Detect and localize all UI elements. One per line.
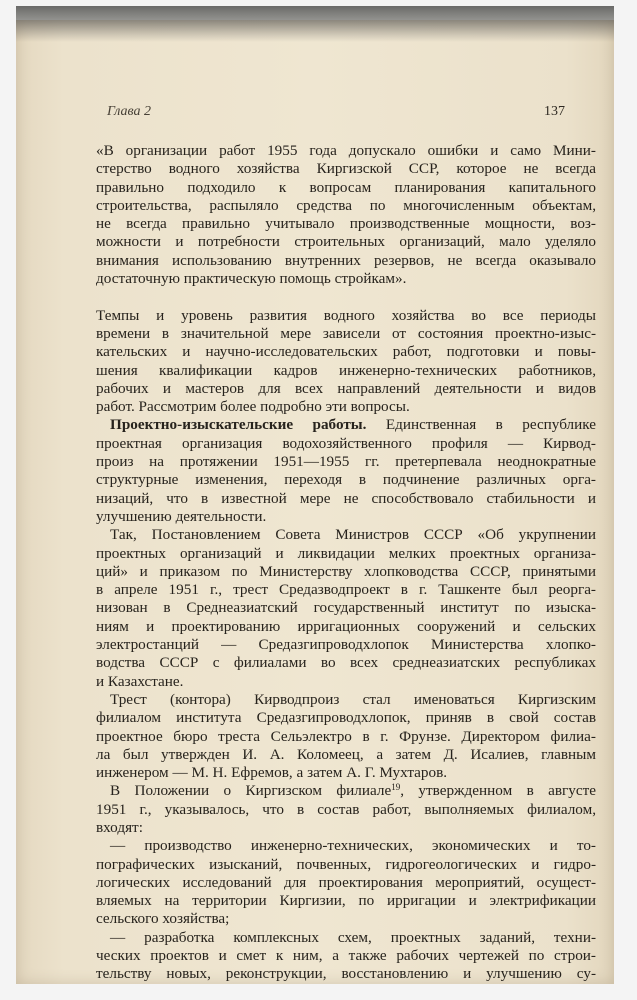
text-line: ниям и проектированию ирригационных сооружений и сельских: [96, 617, 596, 635]
list-item-2: [96, 929, 596, 984]
quote-paragraph: [96, 142, 596, 288]
text-line: работ. Рассмотрим более подробно эти вопросы.: [96, 398, 410, 416]
text-line: 1951 г., указывалось, что в состав работ, выполняемых филиалом,: [96, 800, 596, 818]
text-line: можности и потребности строительных организаций, мало уделяло: [96, 233, 596, 251]
text-line: улучшению деятельности.: [96, 507, 267, 525]
book-page: [16, 20, 614, 984]
paragraph-2: [96, 416, 596, 526]
section-run-in-heading: Проектно-изыскательские работы.: [110, 416, 367, 434]
paragraph-5: [96, 782, 596, 837]
paragraph-3: [96, 526, 596, 691]
text-line: [96, 416, 596, 434]
text-line: времени в значительной мере зависели от состояния проектно-изыс-: [96, 324, 596, 342]
text-line: электростанций — Средазгипроводхлопок Министерства хлопко-: [96, 636, 596, 654]
text-line: проектное бюро треста Сельэлектро в г. Фрунзе. Директором филиа-: [96, 727, 596, 745]
text-line: Трест (контора) Кирводпроиз стал именоваться Киргизским: [110, 690, 596, 708]
text-line: проектных организаций и ликвидации мелких проектных организа-: [96, 544, 596, 562]
text-line: — разработка комплексных схем, проектных заданий, техни-: [110, 928, 596, 946]
text-line: шения квалификации кадров инженерно-технических работников,: [96, 361, 596, 379]
text-line: логических исследований для проектирования мероприятий, осущест-: [96, 873, 596, 891]
text-line: водства СССР с филиалами во всех среднеазиатских республиках: [96, 654, 596, 672]
text-line: пографических изысканий, почвенных, гидрогеологических и гидро-: [96, 855, 596, 873]
page-number: 137: [544, 104, 565, 119]
paragraph-1: [96, 307, 596, 417]
text-line: рабочих и мастеров для всех направлений деятельности и видов: [96, 379, 596, 397]
text-line: сельского хозяйства;: [96, 910, 230, 928]
text-line: внимания использованию внутренних резервов, не всегда оказывало: [96, 251, 596, 269]
paragraph-gap: [96, 288, 596, 306]
text-line: — производство инженерно-технических, экономических и то-: [110, 837, 596, 855]
text-line: проектная организация водохозяйственного профиля — Кирвод-: [96, 434, 596, 452]
text-line: ла был утвержден И. А. Коломеец, а затем Д. Исалиев, главным: [96, 745, 596, 763]
text-line: низован в Среднеазиатский государственный институт по изыска-: [96, 599, 596, 617]
text-line: инженером — М. Н. Ефремов, а затем А. Г. Мухтаров.: [96, 764, 448, 782]
running-head-chapter: Глава 2: [107, 104, 151, 119]
body-text: [96, 142, 596, 984]
text-line: структурные изменения, переходя в подчинение различных орга-: [96, 471, 596, 489]
text-line: филиалом института Средазгипроводхлопок, приняв в свой состав: [96, 709, 596, 727]
text-line: низаций, что в известной мере не способствовало стабильности и: [96, 489, 596, 507]
text-line: произ на протяжении 1951—1955 гг. претерпевала неоднократные: [96, 453, 596, 471]
list-item-1: [96, 837, 596, 928]
text-line: правильно подходило к вопросам планирования капитального: [96, 178, 596, 196]
text-line: в апреле 1951 г., трест Средазводпроект в г. Ташкенте был реорга-: [96, 581, 596, 599]
text-line: Так, Постановлением Совета Министров СССР «Об укрупнении: [110, 526, 596, 544]
text-line: достаточную практическую помощь стройкам».: [96, 270, 407, 288]
paragraph-4: [96, 691, 596, 782]
text-line: строительства, распыляло средства по многочисленным объектам,: [96, 196, 596, 214]
text-run: , утвержденном в августе: [400, 782, 596, 800]
text-line: ческих проектов и смет к ним, а также рабочих чертежей по строи-: [96, 947, 596, 965]
text-run: В Положении о Киргизском филиале: [110, 782, 392, 800]
text-line: ций» и приказом по Министерству хлопководства СССР, принятыми: [96, 562, 596, 580]
text-line: кательских и научно-исследовательских работ, подготовки и повы-: [96, 343, 596, 361]
text-line: не всегда правильно учитывало производственные мощности, воз-: [96, 215, 596, 233]
text-line: Темпы и уровень развития водного хозяйства во все периоды: [96, 306, 596, 324]
text-line: тельству новых, реконструкции, восстановлению и улучшению су-: [96, 965, 596, 983]
text-line: входят:: [96, 818, 143, 836]
footnote-marker: 19: [391, 782, 401, 793]
text-line: и Казахстане.: [96, 672, 184, 690]
text-line: [96, 782, 596, 800]
text-run: Единственная в республике: [366, 416, 596, 434]
text-line: вляемых на территории Киргизии, по ирригации и электрификации: [96, 892, 596, 910]
text-line: стерство водного хозяйства Киргизской ССР, которое не всегда: [96, 160, 596, 178]
text-line: «В организации работ 1955 года допускало ошибки и само Мини-: [96, 142, 596, 159]
